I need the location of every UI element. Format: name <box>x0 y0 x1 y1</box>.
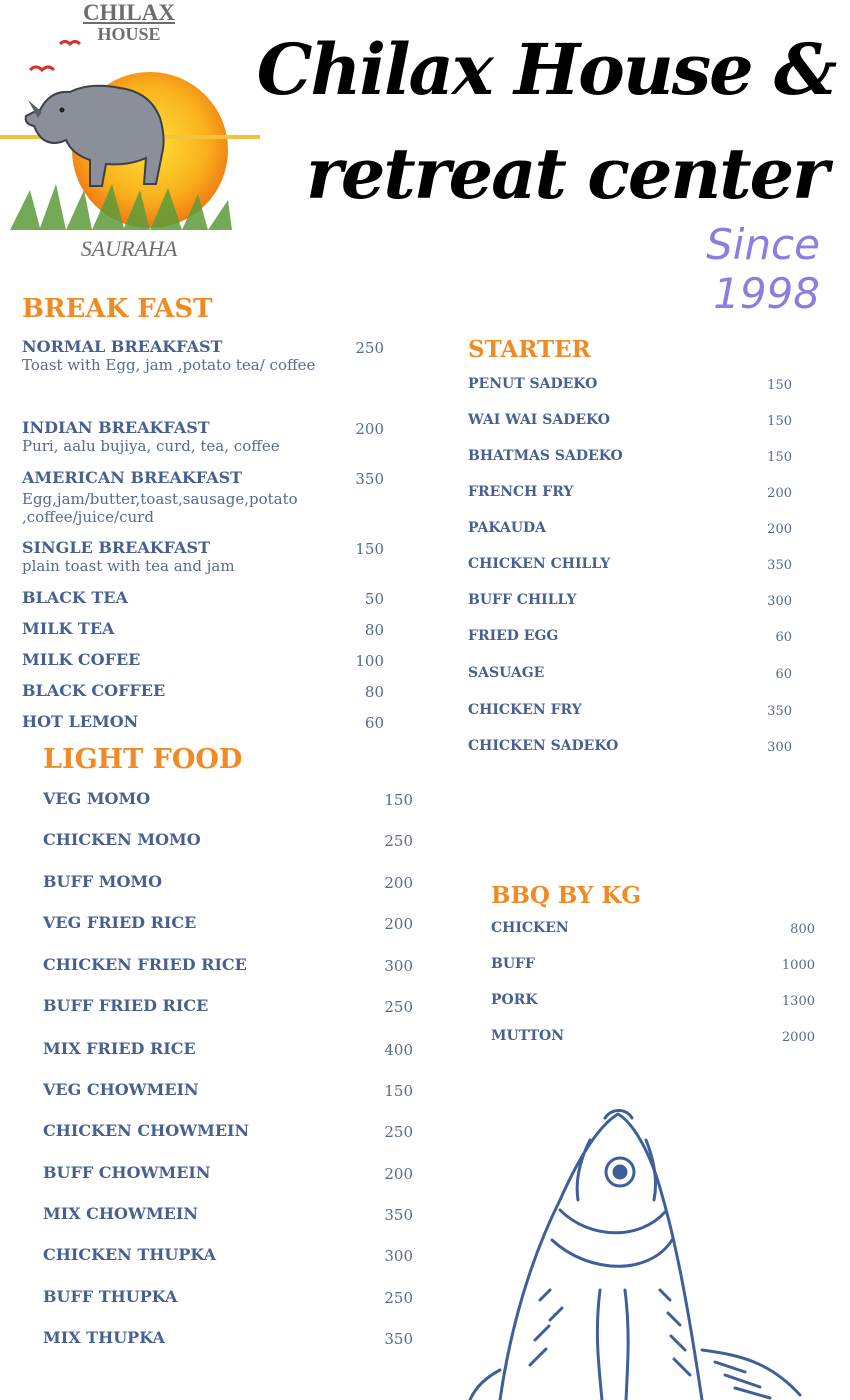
item-price: 350 <box>767 704 792 719</box>
item-price: 200 <box>384 915 413 933</box>
item-price: 1300 <box>781 994 815 1009</box>
item-name: VEG MOMO <box>43 789 151 808</box>
item-name: CHICKEN SADEKO <box>468 738 619 754</box>
item-name: PENUT SADEKO <box>468 376 598 392</box>
item-name: BHATMAS SADEKO <box>468 448 623 464</box>
item-price: 150 <box>355 540 384 558</box>
item-price: 400 <box>384 1041 413 1059</box>
menu-item <box>43 1245 415 1264</box>
item-name: BLACK TEA <box>22 588 128 607</box>
item-price: 250 <box>384 1123 413 1141</box>
item-desc: plain toast with tea and jam <box>22 557 235 575</box>
item-price: 300 <box>767 740 792 755</box>
item-name: BUFF FRIED RICE <box>43 996 209 1015</box>
logo-place-name: SAURAHA <box>80 236 178 261</box>
item-price: 350 <box>384 1330 413 1348</box>
item-name: CHICKEN THUPKA <box>43 1245 217 1264</box>
item-price: 250 <box>355 339 384 357</box>
item-price: 200 <box>384 874 413 892</box>
menu-item <box>22 681 390 700</box>
menu-item <box>22 619 390 638</box>
menu-item <box>43 955 415 974</box>
item-name: MILK TEA <box>22 619 115 638</box>
item-name: CHICKEN FRIED RICE <box>43 955 247 974</box>
item-price: 1000 <box>781 958 815 973</box>
menu-item <box>468 556 794 572</box>
item-price: 80 <box>364 683 384 701</box>
item-desc: Egg,jam/butter,toast,sausage,potato ,coffee/juice/curd <box>22 490 298 526</box>
menu-item <box>22 712 390 731</box>
menu-item <box>22 538 390 575</box>
item-price: 250 <box>384 1289 413 1307</box>
menu-item <box>43 1204 415 1223</box>
item-price: 200 <box>355 420 384 438</box>
item-price: 100 <box>355 652 384 670</box>
menu-item <box>43 830 415 849</box>
item-desc: Puri, aalu bujiya, curd, tea, coffee <box>22 437 280 455</box>
section-title-starter: STARTER <box>468 336 591 363</box>
item-name: CHICKEN <box>491 920 569 936</box>
section-title-light-food: LIGHT FOOD <box>43 744 243 775</box>
menu-item <box>43 1080 415 1099</box>
menu-item <box>468 702 794 718</box>
item-name: WAI WAI SADEKO <box>468 412 610 428</box>
item-price: 350 <box>384 1206 413 1224</box>
item-price: 300 <box>767 594 792 609</box>
item-price: 250 <box>384 832 413 850</box>
item-price: 60 <box>364 714 384 732</box>
menu-item <box>468 484 794 500</box>
menu-item <box>43 1039 415 1058</box>
rhino-sunset-icon <box>0 40 260 240</box>
menu-item <box>22 337 390 374</box>
item-name: CHICKEN FRY <box>468 702 582 718</box>
item-name: BUFF CHOWMEIN <box>43 1163 211 1182</box>
menu-item <box>491 956 817 972</box>
item-price: 300 <box>384 1247 413 1265</box>
item-price: 250 <box>384 998 413 1016</box>
menu-item <box>22 418 390 455</box>
item-name: VEG CHOWMEIN <box>43 1080 199 1099</box>
item-name: INDIAN BREAKFAST <box>22 418 210 437</box>
logo-title-line2: HOUSE <box>97 24 161 44</box>
menu-item <box>468 592 794 608</box>
item-name: PORK <box>491 992 538 1008</box>
item-name: BUFF CHILLY <box>468 592 577 608</box>
item-desc: Toast with Egg, jam ,potato tea/ coffee <box>22 356 316 374</box>
restaurant-title-line1: Chilax House & <box>256 28 836 111</box>
item-name: FRIED EGG <box>468 628 559 644</box>
item-name: CHICKEN CHOWMEIN <box>43 1121 250 1140</box>
item-name: BUFF <box>491 956 535 972</box>
item-name: SINGLE BREAKFAST <box>22 538 210 557</box>
restaurant-title-line2: retreat center <box>306 132 828 215</box>
item-price: 300 <box>384 957 413 975</box>
item-price: 80 <box>364 621 384 639</box>
item-price: 150 <box>384 1082 413 1100</box>
item-price: 350 <box>355 470 384 488</box>
menu-item <box>22 468 390 526</box>
item-name: BLACK COFFEE <box>22 681 166 700</box>
item-name: HOT LEMON <box>22 712 139 731</box>
item-name: MIX THUPKA <box>43 1328 165 1347</box>
item-price: 50 <box>364 590 384 608</box>
item-name: MIX CHOWMEIN <box>43 1204 198 1223</box>
menu-item <box>468 665 794 681</box>
menu-item <box>22 650 390 669</box>
item-price: 60 <box>775 667 792 682</box>
menu-item <box>491 992 817 1008</box>
item-price: 150 <box>384 791 413 809</box>
item-price: 150 <box>767 450 792 465</box>
item-name: CHICKEN MOMO <box>43 830 201 849</box>
item-name: BUFF MOMO <box>43 872 163 891</box>
menu-item <box>43 789 415 808</box>
fish-icon <box>440 1100 840 1400</box>
since-year: Since 1998 <box>706 220 820 318</box>
menu-item <box>43 1287 415 1306</box>
menu-item <box>468 412 794 428</box>
item-name: SASUAGE <box>468 665 545 681</box>
menu-item <box>491 1028 817 1044</box>
item-price: 60 <box>775 630 792 645</box>
item-name: VEG FRIED RICE <box>43 913 197 932</box>
menu-item <box>468 448 794 464</box>
menu-item <box>43 1328 415 1347</box>
item-name: CHICKEN CHILLY <box>468 556 611 572</box>
menu-item <box>43 913 415 932</box>
item-price: 800 <box>790 922 815 937</box>
menu-item <box>468 738 794 754</box>
chilax-house-logo <box>0 0 260 290</box>
item-name: MUTTON <box>491 1028 565 1044</box>
menu-item <box>468 520 794 536</box>
item-price: 200 <box>767 486 792 501</box>
menu-item <box>43 996 415 1015</box>
item-name: AMERICAN BREAKFAST <box>22 468 243 487</box>
menu-item <box>43 872 415 891</box>
item-name: BUFF THUPKA <box>43 1287 178 1306</box>
item-name: NORMAL BREAKFAST <box>22 337 223 356</box>
menu-item <box>43 1163 415 1182</box>
item-price: 2000 <box>781 1030 815 1045</box>
item-price: 150 <box>767 378 792 393</box>
section-title-breakfast: BREAK FAST <box>22 294 213 324</box>
item-price: 150 <box>767 414 792 429</box>
menu-item <box>468 628 794 644</box>
menu-item <box>491 920 817 936</box>
menu-item <box>22 588 390 607</box>
item-name: FRENCH FRY <box>468 484 574 500</box>
item-price: 200 <box>384 1165 413 1183</box>
section-title-bbq: BBQ BY KG <box>491 882 642 909</box>
item-price: 200 <box>767 522 792 537</box>
menu-item <box>43 1121 415 1140</box>
item-name: MILK COFEE <box>22 650 141 669</box>
menu-item <box>468 376 794 392</box>
item-price: 350 <box>767 558 792 573</box>
item-name: MIX FRIED RICE <box>43 1039 196 1058</box>
item-name: PAKAUDA <box>468 520 547 536</box>
logo-title-line1: CHILAX <box>82 0 175 25</box>
